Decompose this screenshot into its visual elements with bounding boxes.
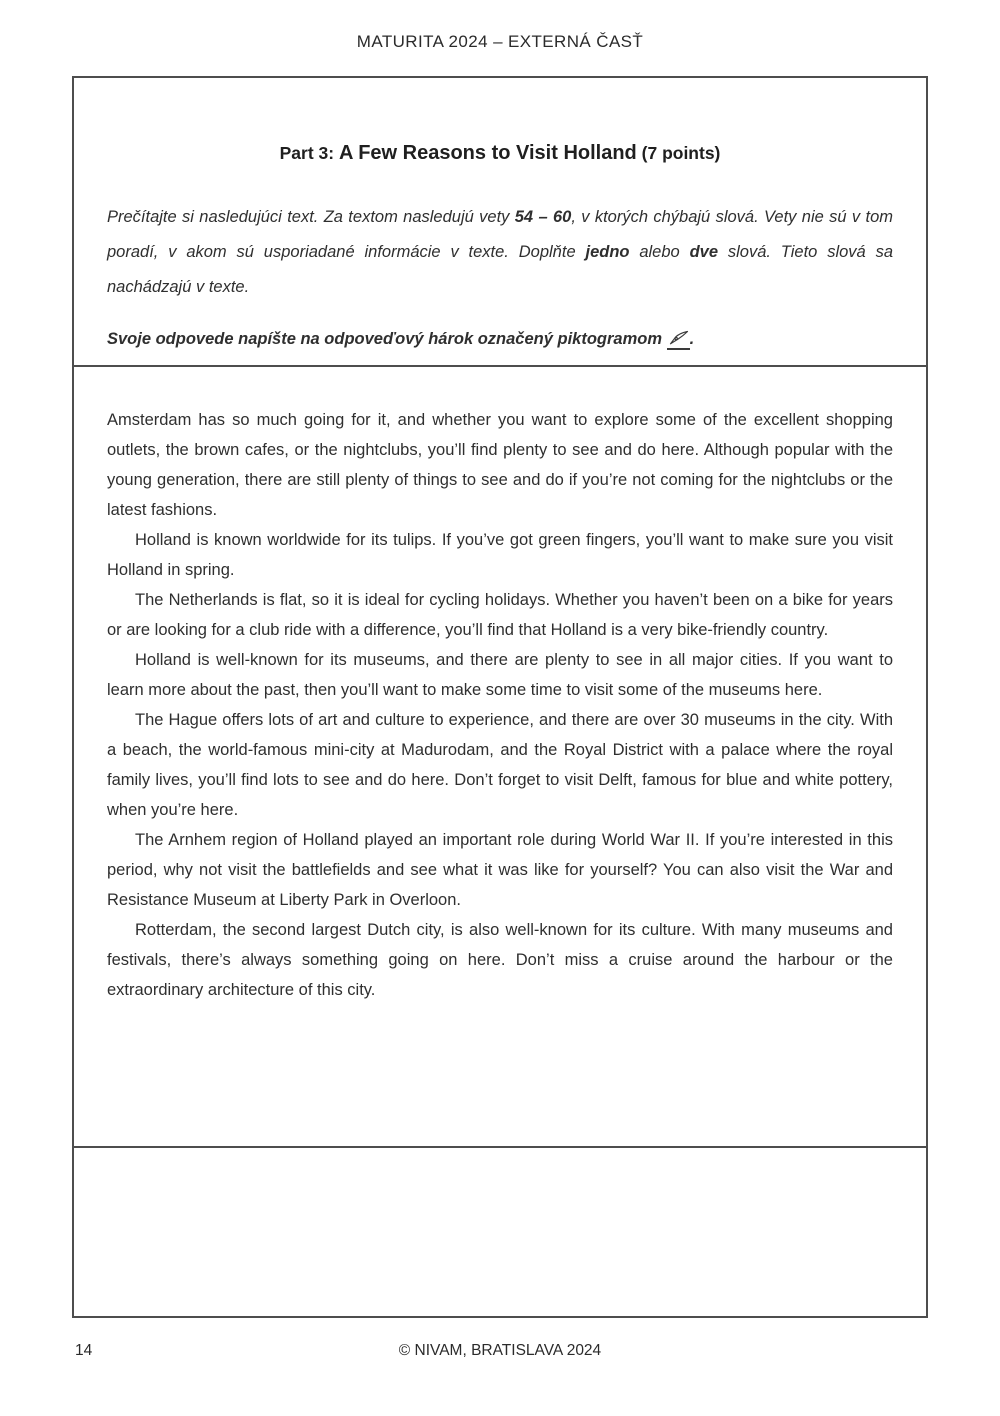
reading-paragraph: Holland is well-known for its museums, and there are plenty to see in all major cities. If you want to learn more about the past, then you’ll want to make some time to visit some of the museums here. bbox=[107, 651, 893, 699]
answer-sheet-note-text: Svoje odpovede napíšte na odpoveďový hárok označený piktogramom bbox=[107, 330, 662, 348]
task-title-main: A Few Reasons to Visit Holland bbox=[338, 142, 637, 164]
task-title-points: (7 points) bbox=[636, 143, 721, 163]
reading-paragraph: Rotterdam, the second largest Dutch city, is also well-known for its culture. With many museums and festivals, there’s always something going on here. Don’t miss a cruise around the harbour or the extraordinary architecture of this city. bbox=[107, 921, 893, 999]
reading-paragraph: Holland is known worldwide for its tulips. If you’ve got green fingers, you’ll want to make sure you visit Holland in spring. bbox=[107, 531, 893, 579]
page-header: MATURITA 2024 – EXTERNÁ ČASŤ bbox=[356, 32, 644, 51]
reading-paragraph: The Hague offers lots of art and culture to experience, and there are over 30 museums in the city. With a beach, the world-famous mini-city at Madurodam, and the Royal District with a palace where the royal family lives, you’ll find lots to see and do here. Don’t forget to visit Delft, famous for blue and white pottery, when you’re here. bbox=[107, 711, 893, 819]
page-footer bbox=[0, 1342, 1000, 1360]
task-title-prefix: Part 3: bbox=[279, 143, 339, 163]
instruction-text: slová. Tieto slová sa nachádzajú v texte. bbox=[107, 243, 893, 296]
instructions-box bbox=[72, 76, 928, 367]
instruction-word-two: dve bbox=[689, 243, 718, 261]
instruction-text: Prečítajte si nasledujúci text. Za textom nasledujú vety bbox=[107, 208, 515, 226]
answer-sheet-note-period: . bbox=[689, 330, 695, 348]
reading-text-box bbox=[72, 365, 928, 1148]
reading-paragraph: The Netherlands is flat, so it is ideal for cycling holidays. Whether you haven’t been on a bike for years or are looking for a club ride with a difference, you’ll find that Holland is a very bike-friendly country. bbox=[107, 591, 893, 639]
instruction-sentence-range: 54 – 60 bbox=[514, 208, 572, 226]
reading-paragraph: The Arnhem region of Holland played an important role during World War II. If you’re interested in this period, why not visit the battlefields and see what it was like for yourself? You can also visit the War and Resistance Museum at Liberty Park in Overloon. bbox=[107, 831, 893, 909]
answer-sheet-note bbox=[107, 324, 893, 354]
instruction-word-one: jedno bbox=[585, 243, 630, 261]
instruction-text: alebo bbox=[629, 243, 690, 261]
task-title bbox=[107, 140, 893, 166]
reading-paragraph: Amsterdam has so much going for it, and whether you want to explore some of the excellent shopping outlets, the brown cafes, or the nightclubs, you’ll find plenty to see and do here. Although popular with the young generation, there are still plenty of things to see and do if you’re not coming for the nightclubs or the latest fashions. bbox=[107, 411, 893, 519]
instruction-text: , v ktorých chýbajú slová. Vety nie sú v tom poradí, v akom sú usporiadané informácie v texte. Doplňte bbox=[107, 208, 893, 261]
page-number: 14 bbox=[75, 1342, 93, 1359]
task-instructions bbox=[107, 200, 893, 305]
pen-icon bbox=[667, 330, 690, 350]
copyright-text: © NIVAM, BRATISLAVA 2024 bbox=[398, 1342, 602, 1359]
empty-answer-box bbox=[72, 1146, 928, 1318]
